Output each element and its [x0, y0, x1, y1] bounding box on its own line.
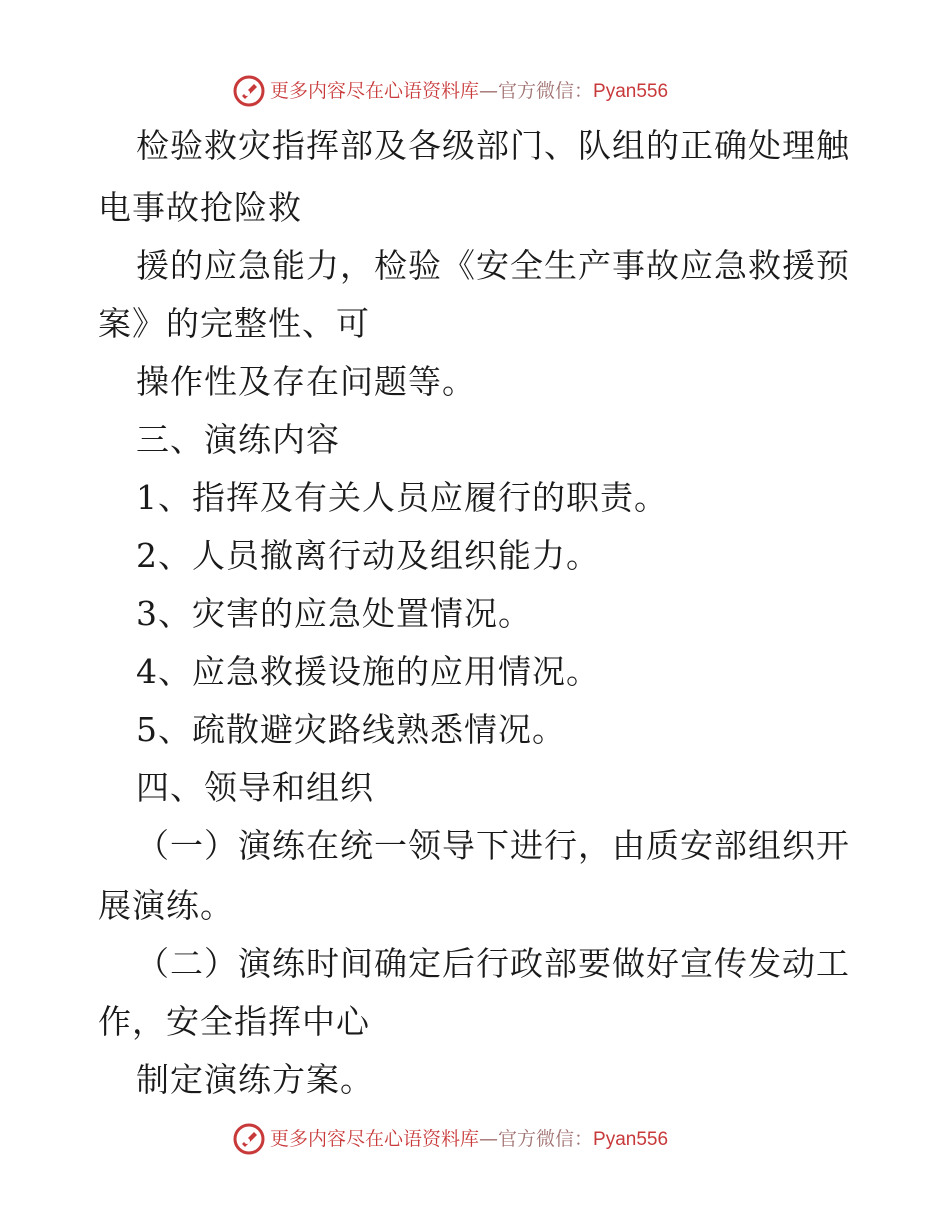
header-banner	[0, 72, 950, 112]
body-line: 操作性及存在问题等。	[136, 362, 476, 401]
footer-banner	[0, 1120, 950, 1160]
body-line: 检验救灾指挥部及各级部门、队组的正确处理触	[136, 126, 850, 165]
header-dash: —	[479, 80, 499, 102]
list-item: 4、应急救援设施的应用情况。	[136, 652, 600, 691]
body-line: 电事故抢险救	[98, 188, 302, 227]
header-brand: 更多内容尽在心语资料库	[270, 80, 480, 102]
logo-icon	[232, 1122, 266, 1156]
section-heading: 四、领导和组织	[136, 768, 374, 807]
footer-brand: 更多内容尽在心语资料库	[270, 1128, 480, 1150]
logo-icon	[232, 74, 266, 108]
footer-text	[270, 1126, 668, 1153]
body-line: （一）演练在统一领导下进行，由质安部组织开	[136, 826, 850, 865]
body-line: 制定演练方案。	[136, 1060, 374, 1099]
footer-suffix: 官方微信：	[498, 1128, 594, 1150]
body-line: （二）演练时间确定后行政部要做好宣传发动工	[136, 944, 850, 983]
header-text	[270, 78, 668, 105]
footer-code: Pyan556	[593, 1129, 669, 1150]
body-line: 作，安全指挥中心	[98, 1002, 370, 1041]
list-item: 3、灾害的应急处置情况。	[136, 594, 532, 633]
list-item: 2、人员撤离行动及组织能力。	[136, 536, 600, 575]
footer-dash: —	[479, 1128, 499, 1150]
body-line: 展演练。	[98, 886, 234, 925]
list-item: 1、指挥及有关人员应履行的职责。	[136, 478, 668, 517]
body-line: 援的应急能力，检验《安全生产事故应急救援预	[136, 246, 850, 285]
header-code: Pyan556	[593, 81, 669, 102]
header-suffix: 官方微信：	[498, 80, 594, 102]
list-item: 5、疏散避灾路线熟悉情况。	[136, 710, 566, 749]
section-heading: 三、演练内容	[136, 420, 340, 459]
body-line: 案》的完整性、可	[98, 304, 370, 343]
